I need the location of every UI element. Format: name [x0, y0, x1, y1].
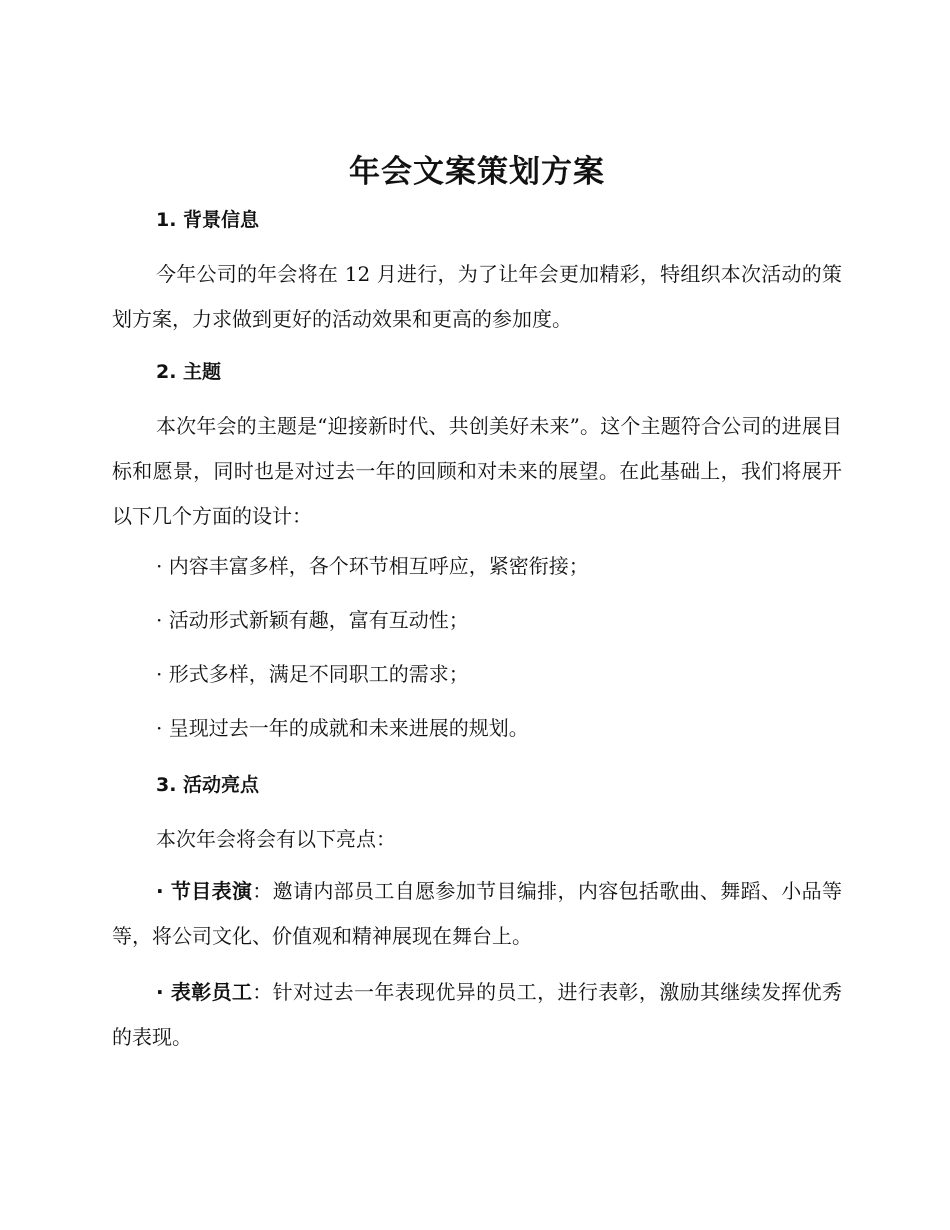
section-heading-highlights: 3. 活动亮点 [156, 774, 260, 796]
highlight-label: · 节目表演 [156, 879, 253, 903]
theme-bullet-item: · 呈现过去一年的成就和未来进展的规划。 [156, 716, 529, 740]
section-heading-background: 1. 背景信息 [156, 209, 260, 231]
highlight-label: · 表彰员工 [156, 980, 253, 1004]
section-heading-theme: 2. 主题 [156, 361, 222, 383]
highlights-intro: 本次年会将会有以下亮点： [156, 827, 396, 851]
theme-bullet-item: · 活动形式新颖有趣，富有互动性； [156, 608, 469, 632]
theme-paragraph: 本次年会的主题是“迎接新时代、共创美好未来”。这个主题符合公司的进展目标和愿景，同时也是对过去一年的回顾和对未来的展望。在此基础上，我们将展开以下几个方面的设计： [112, 414, 842, 528]
background-paragraph: 今年公司的年会将在 12 月进行，为了让年会更加精彩，特组织本次活动的策划方案，力求做到更好的活动效果和更高的参加度。 [112, 262, 842, 331]
theme-bullet-item: · 形式多样，满足不同职工的需求； [156, 662, 469, 686]
document-title: 年会文案策划方案 [349, 154, 605, 190]
highlight-item-performance [112, 869, 842, 959]
theme-bullet-item: · 内容丰富多样，各个环节相互呼应，紧密衔接； [156, 554, 589, 578]
highlight-item-awards [112, 970, 842, 1060]
highlight-text: ：针对过去一年表现优异的员工，进行表彰，激励其继续发挥优秀的表现。 [112, 980, 843, 1049]
highlight-text: ：邀请内部员工自愿参加节目编排，内容包括歌曲、舞蹈、小品等等，将公司文化、价值观和精神展现在舞台上。 [112, 879, 843, 948]
